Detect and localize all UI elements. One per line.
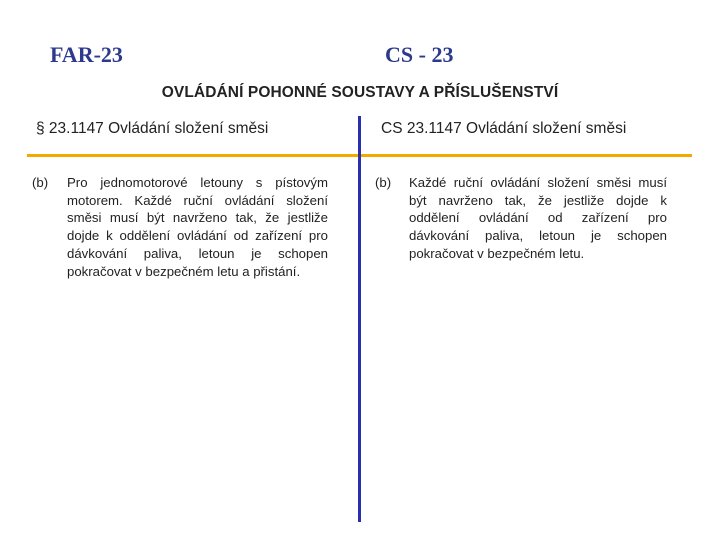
cs23-clause <box>375 174 667 263</box>
cs23-heading: CS - 23 <box>385 42 454 67</box>
far23-clause <box>32 174 328 280</box>
page-subtitle: OVLÁDÁNÍ POHONNÉ SOUSTAVY A PŘÍSLUŠENSTVÍ <box>161 84 559 101</box>
cs23-section-title: CS 23.1147 Ovládání složení směsi <box>381 120 627 137</box>
cs23-clause-label: (b) <box>375 175 392 190</box>
far23-section-title: § 23.1147 Ovládání složení směsi <box>36 120 269 137</box>
far23-clause-label: (b) <box>32 175 49 190</box>
vertical-divider <box>358 116 361 522</box>
far23-heading: FAR-23 <box>50 42 123 67</box>
cs23-clause-text: Každé ruční ovládání složení směsi musí být navrženo tak, že jestliže dojde k oddělení ovládání od zařízení pro dávkování paliva, letoun je schopen pokračovat v bezpečném letu. <box>409 175 667 261</box>
far23-clause-text: Pro jednomotorové letouny s pístovým motorem. Každé ruční ovládání složení směsi musí být navrženo tak, že jestliže dojde k oddělení ovládání od zařízení pro dávkování paliva, letoun je schopen pokračovat v bezpečném letu a přistání. <box>67 175 328 279</box>
